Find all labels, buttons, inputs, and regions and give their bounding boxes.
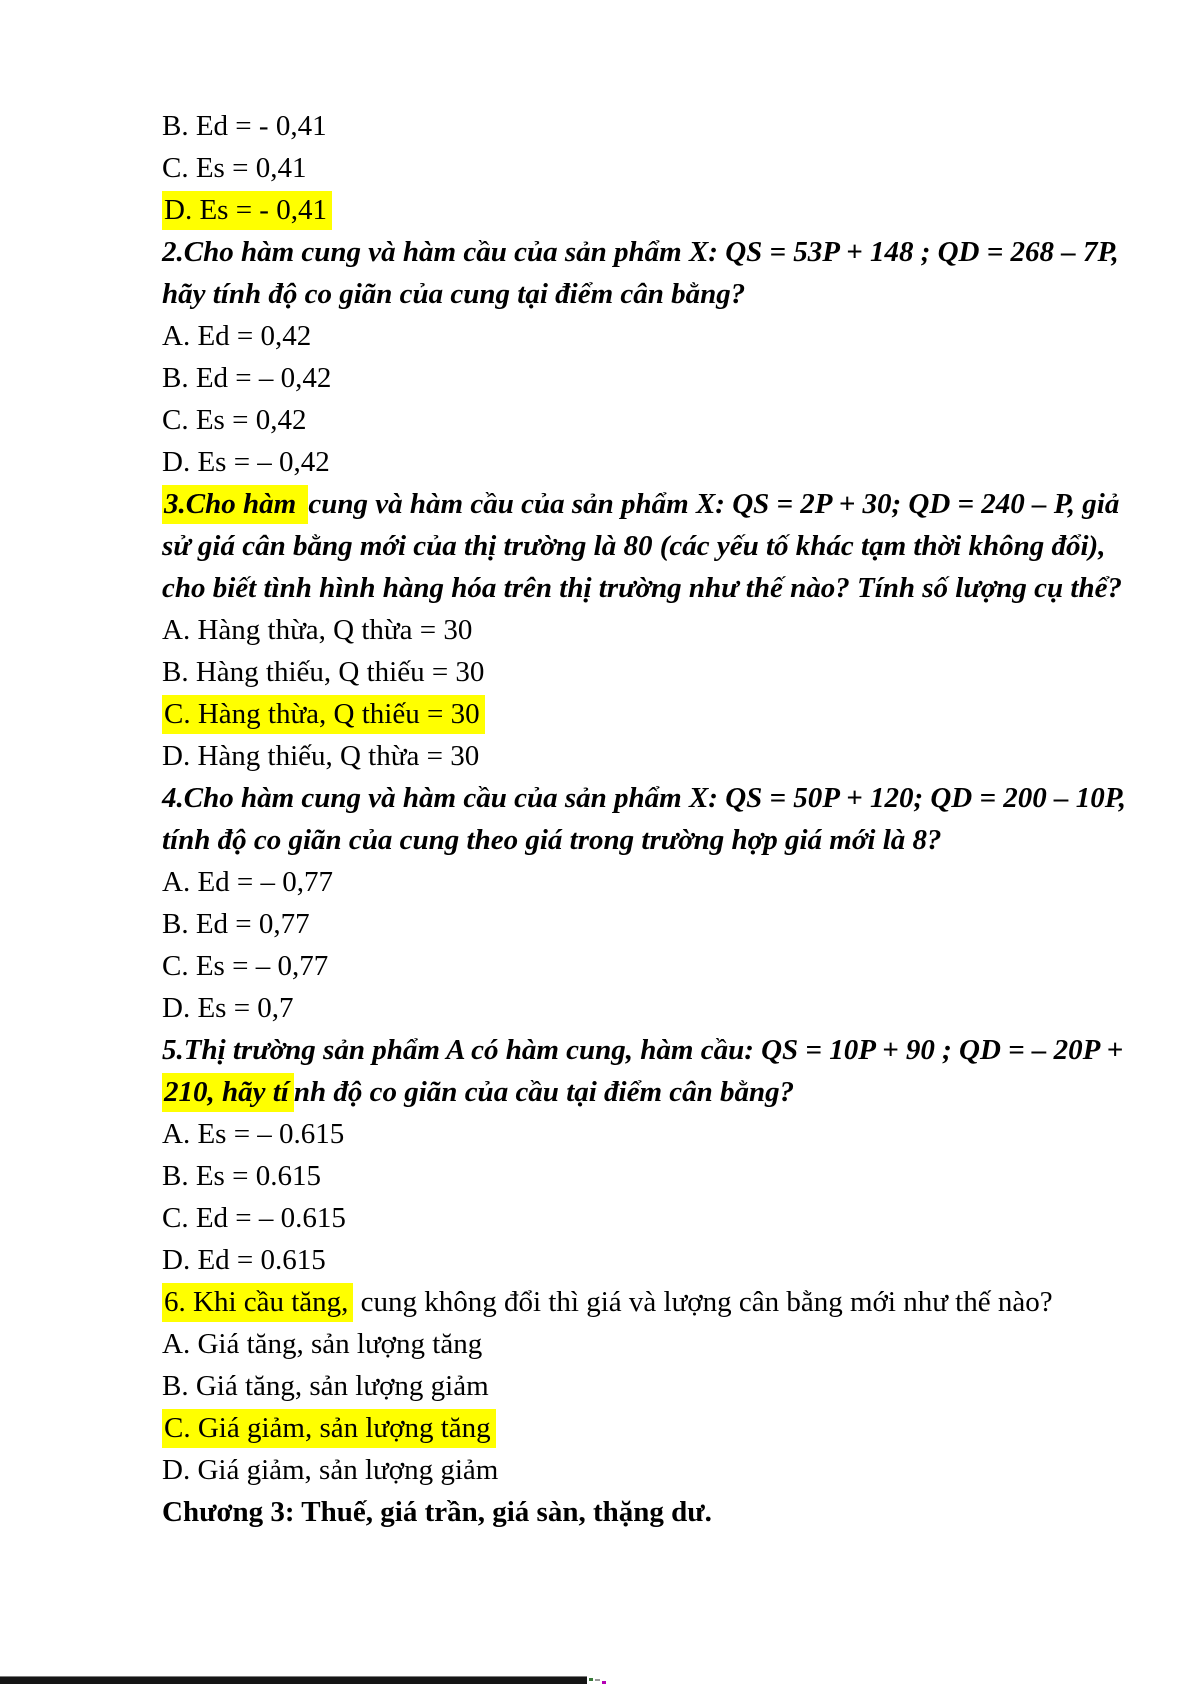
text-segment: A. Giá tăng, sản lượng tăng (162, 1328, 483, 1360)
highlighted-text: 210, hãy tí (162, 1073, 294, 1112)
document-content (162, 105, 1126, 1533)
answer-option-line (162, 861, 1042, 903)
text-segment: hãy tính độ co giãn của cung tại điểm cân bằng? (162, 278, 746, 310)
text-segment: 4.Cho hàm cung và hàm cầu của sản phẩm X: QS = 50P + 120; QD = 200 – 10P, (162, 782, 1126, 814)
answer-option-line (162, 1155, 1042, 1197)
text-segment: cung và hàm cầu của sản phẩm X: QS = 2P + 30; QD = 240 – P, giả (308, 488, 1120, 520)
text-segment: B. Ed = 0,77 (162, 908, 310, 940)
text-segment: D. Es = – 0,42 (162, 446, 330, 478)
highlighted-text: C. Giá giảm, sản lượng tăng (162, 1409, 496, 1448)
question-line (162, 1029, 1124, 1071)
artifact-speck-gray (595, 1679, 600, 1681)
question-line (162, 777, 1126, 819)
page-bottom-divider (0, 1676, 587, 1684)
text-segment: B. Ed = - 0,41 (162, 110, 327, 142)
text-segment: nh độ co giãn của cầu tại điểm cân bằng? (293, 1076, 795, 1108)
answer-option-line (162, 399, 1042, 441)
text-segment: C. Ed = – 0.615 (162, 1202, 346, 1234)
answer-option-line (162, 651, 1042, 693)
answer-option-line (162, 1323, 1042, 1365)
answer-option-line (162, 1449, 1042, 1491)
text-segment: C. Es = 0,42 (162, 404, 307, 436)
text-segment: C. Es = – 0,77 (162, 950, 329, 982)
text-segment: B. Es = 0.615 (162, 1160, 321, 1192)
question-line (162, 273, 1042, 315)
answer-option-line (162, 903, 1042, 945)
text-segment: cung không đổi thì giá và lượng cân bằng mới như thế nào? (353, 1286, 1053, 1318)
question-line (162, 483, 1120, 525)
answer-option-line (162, 1365, 1042, 1407)
text-segment: 2.Cho hàm cung và hàm cầu của sản phẩm X: QS = 53P + 148 ; QD = 268 – 7P, (162, 236, 1119, 268)
text-segment: cho biết tình hình hàng hóa trên thị trường như thế nào? Tính số lượng cụ thể? (162, 572, 1122, 604)
text-segment: B. Hàng thiếu, Q thiếu = 30 (162, 656, 485, 688)
answer-option-line (162, 189, 1042, 231)
answer-option-line (162, 945, 1042, 987)
answer-option-line (162, 609, 1042, 651)
chapter-heading (162, 1491, 1042, 1533)
highlighted-text: 3.Cho hàm (162, 485, 308, 524)
answer-option-line (162, 105, 1042, 147)
text-segment: B. Ed = – 0,42 (162, 362, 332, 394)
text-segment: sử giá cân bằng mới của thị trường là 80 (các yếu tố khác tạm thời không đổi), (162, 530, 1106, 562)
text-segment: A. Ed = 0,42 (162, 320, 312, 352)
text-segment: B. Giá tăng, sản lượng giảm (162, 1370, 489, 1402)
text-segment: D. Ed = 0.615 (162, 1244, 326, 1276)
question-line (162, 1071, 1042, 1113)
answer-option-line (162, 1197, 1042, 1239)
text-segment: D. Hàng thiếu, Q thừa = 30 (162, 740, 480, 772)
text-segment: A. Hàng thừa, Q thừa = 30 (162, 614, 473, 646)
answer-option-line (162, 1239, 1042, 1281)
answer-option-line (162, 1407, 1042, 1449)
artifact-speck-purple (602, 1681, 606, 1684)
text-segment: Chương 3: Thuế, giá trần, giá sàn, thặng dư. (162, 1496, 712, 1528)
question-line (162, 231, 1119, 273)
answer-option-line (162, 693, 1042, 735)
question-line (162, 819, 1042, 861)
text-segment: tính độ co giãn của cung theo giá trong trường hợp giá mới là 8? (162, 824, 942, 856)
answer-option-line (162, 357, 1042, 399)
answer-option-line (162, 987, 1042, 1029)
text-segment: C. Es = 0,41 (162, 152, 307, 184)
artifact-speck-green (589, 1678, 593, 1681)
highlighted-text: C. Hàng thừa, Q thiếu = 30 (162, 695, 485, 734)
answer-option-line (162, 147, 1042, 189)
text-segment: D. Es = 0,7 (162, 992, 294, 1024)
text-segment: 5.Thị trường sản phẩm A có hàm cung, hàm cầu: QS = 10P + 90 ; QD = – 20P + (162, 1034, 1124, 1066)
highlighted-text: D. Es = - 0,41 (162, 191, 332, 230)
question-line (162, 567, 1122, 609)
answer-option-line (162, 1281, 1053, 1323)
text-segment: A. Es = – 0.615 (162, 1118, 345, 1150)
text-segment: A. Ed = – 0,77 (162, 866, 334, 898)
answer-option-line (162, 441, 1042, 483)
text-segment: D. Giá giảm, sản lượng giảm (162, 1454, 499, 1486)
answer-option-line (162, 1113, 1042, 1155)
answer-option-line (162, 315, 1042, 357)
highlighted-text: 6. Khi cầu tăng, (162, 1283, 353, 1322)
question-line (162, 525, 1106, 567)
answer-option-line (162, 735, 1042, 777)
